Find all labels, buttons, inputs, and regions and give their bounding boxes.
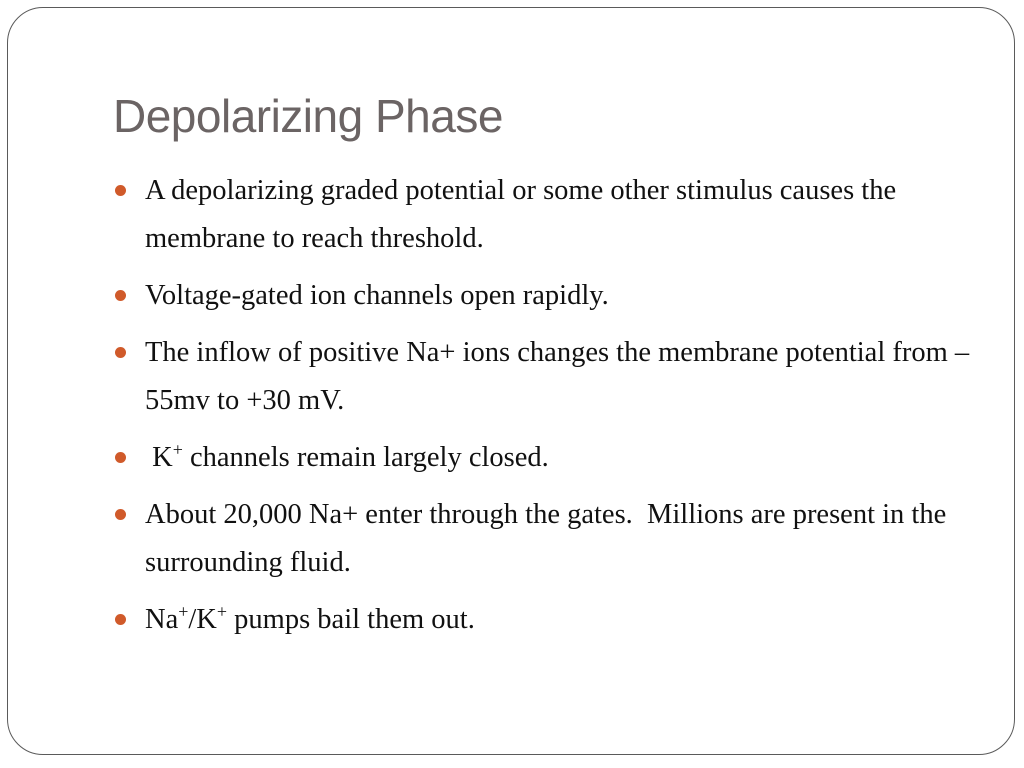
- slide-title: Depolarizing Phase: [113, 90, 503, 142]
- bullet-text: A depolarizing graded potential or some other stimulus causes the membrane to reach threshold.: [145, 175, 897, 254]
- bullet-dot-icon: [115, 614, 126, 625]
- bullet-list: [115, 167, 985, 653]
- bullet-text: About 20,000 Na+ enter through the gates. Millions are present in the surrounding fluid.: [145, 499, 954, 578]
- bullet-dot-icon: [115, 452, 126, 463]
- bullet-text: The inflow of positive Na+ ions changes the membrane potential from –55mv to +30 mV.: [145, 337, 970, 416]
- bullet-dot-icon: [115, 290, 126, 301]
- bullet-text: Voltage-gated ion channels open rapidly.: [145, 280, 609, 311]
- bullet-item: [115, 434, 985, 482]
- bullet-dot-icon: [115, 347, 126, 358]
- bullet-text: K+ channels remain largely closed.: [145, 439, 549, 473]
- bullet-item: [115, 596, 985, 644]
- bullet-dot-icon: [115, 509, 126, 520]
- bullet-item: [115, 329, 985, 425]
- bullet-item: [115, 272, 985, 320]
- bullet-dot-icon: [115, 185, 126, 196]
- bullet-item: [115, 167, 985, 263]
- bullet-item: [115, 491, 985, 587]
- bullet-text: Na+/K+ pumps bail them out.: [145, 601, 475, 635]
